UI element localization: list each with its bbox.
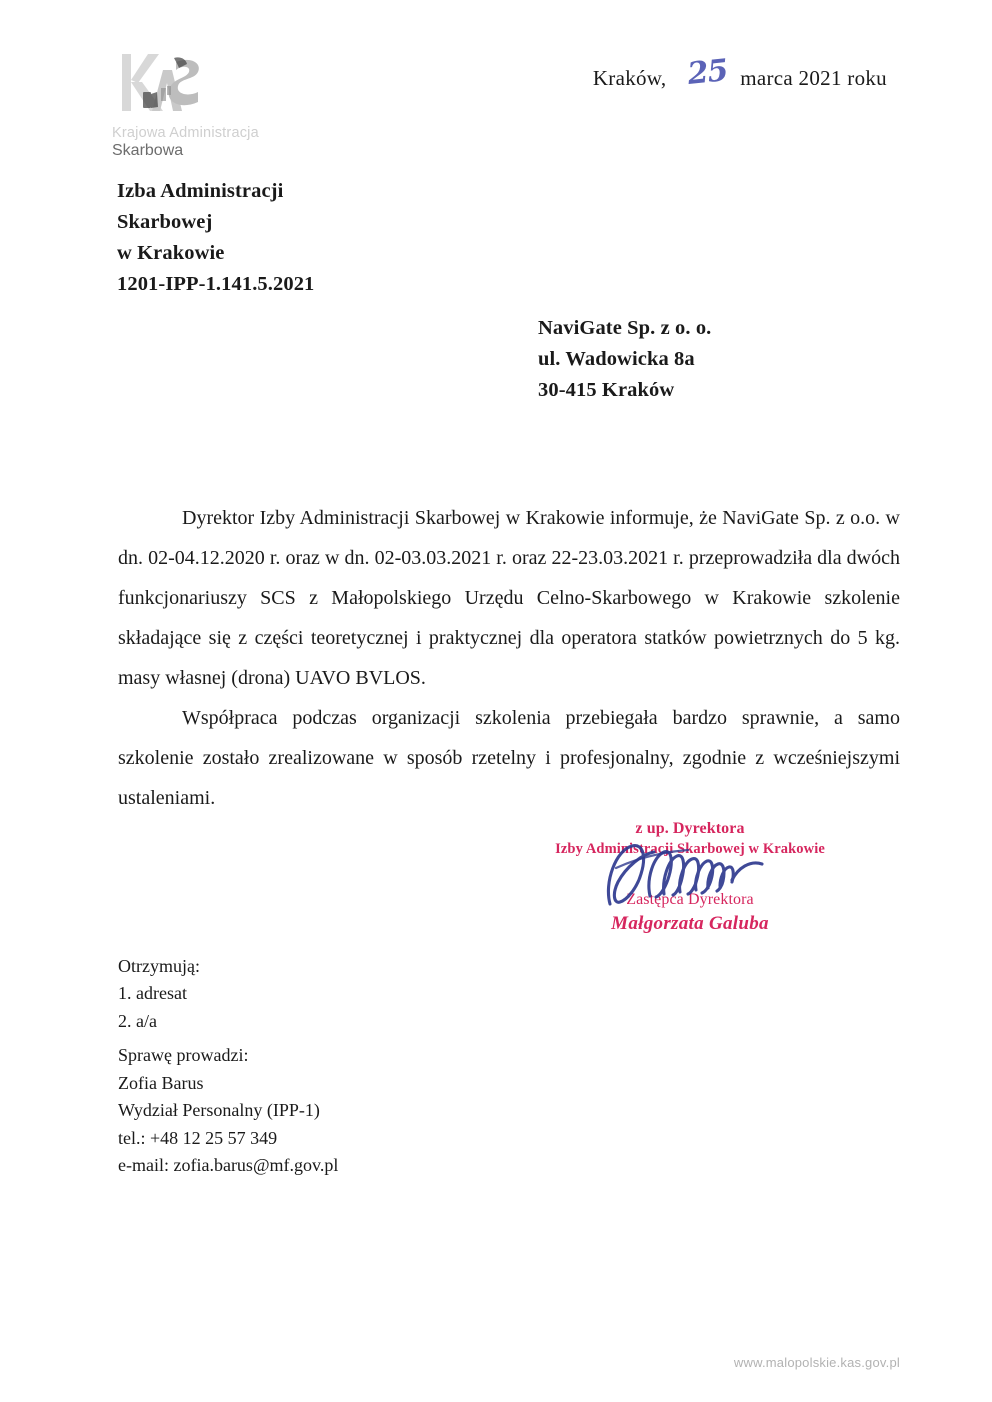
- recipient-city: 30-415 Kraków: [538, 379, 675, 402]
- signature-block: [540, 818, 840, 934]
- letterhead: [112, 50, 432, 160]
- sender-line-1: Izba Administracji: [117, 180, 284, 202]
- stamp-line-position: Zastępca Dyrektora: [626, 891, 754, 909]
- sender-line-3: w Krakowie: [117, 242, 225, 265]
- stamp-line-name: Małgorzata Galuba: [611, 912, 769, 934]
- handler-heading: Sprawę prowadzi:: [118, 1045, 249, 1065]
- distribution-heading: Otrzymują:: [118, 956, 200, 976]
- dateline-month-year: marca 2021 roku: [740, 66, 887, 90]
- dateline-handwritten-day: 25: [686, 53, 730, 92]
- body-paragraph-2: Współpraca podczas organizacji szkolenia przebiegała bardzo sprawnie, a samo szkolenie zostało zrealizowane w sposób rzetelny i profesjonalny, zgodnie z wcześniejszymi ustaleniami.: [118, 707, 900, 809]
- handler-name: Zofia Barus: [118, 1072, 204, 1093]
- official-stamp: [540, 818, 840, 936]
- footer-website-url: www.malopolskie.kas.gov.pl: [733, 1355, 900, 1370]
- sender-block: [117, 176, 314, 301]
- sender-reference-number: 1201-IPP-1.141.5.2021: [117, 273, 315, 296]
- stamp-line-authority: z up. Dyrektora: [635, 820, 745, 837]
- dateline: [592, 53, 887, 93]
- brand-line-skarbowa: Skarbowa: [112, 141, 184, 159]
- body-paragraph-1: Dyrektor Izby Administracji Skarbowej w Krakowie informuje, że NaviGate Sp. z o.o. w dn. 02-04.12.2020 r. oraz w dn. 02-03.03.2021 r. oraz 22-23.03.2021 r. przeprowadziła dla dwóch funkcjonariuszy SCS z Małopolskiego Urzędu Celno-Skarbowego w Krakowie szkolenie składające się z części teoretycznej i praktycznej dla operatora statków powietrznych do 5 kg. masy własnej (drona) UAVO BVLOS.: [118, 507, 900, 689]
- recipient-company: NaviGate Sp. z o. o.: [538, 317, 712, 339]
- kas-logo-icon: [118, 50, 204, 116]
- letter-body: [118, 498, 900, 818]
- distribution-list: [118, 953, 200, 1035]
- brand-line-krajowa-administracja: Krajowa Administracja: [112, 125, 259, 141]
- case-handler-block: [118, 1042, 338, 1180]
- stamp-line-office: Izby Administracji Skarbowej w Krakowie: [555, 840, 825, 857]
- recipient-street: ul. Wadowicka 8a: [538, 348, 695, 371]
- dateline-city: Kraków,: [592, 66, 667, 90]
- distribution-item-1: 1. adresat: [118, 983, 187, 1004]
- handler-phone: tel.: +48 12 25 57 349: [118, 1127, 278, 1148]
- distribution-item-2: 2. a/a: [118, 1010, 157, 1031]
- sender-line-2: Skarbowej: [117, 211, 213, 234]
- handler-email: e-mail: zofia.barus@mf.gov.pl: [118, 1155, 339, 1176]
- recipient-block: [538, 313, 711, 406]
- handler-department: Wydział Personalny (IPP-1): [118, 1100, 320, 1121]
